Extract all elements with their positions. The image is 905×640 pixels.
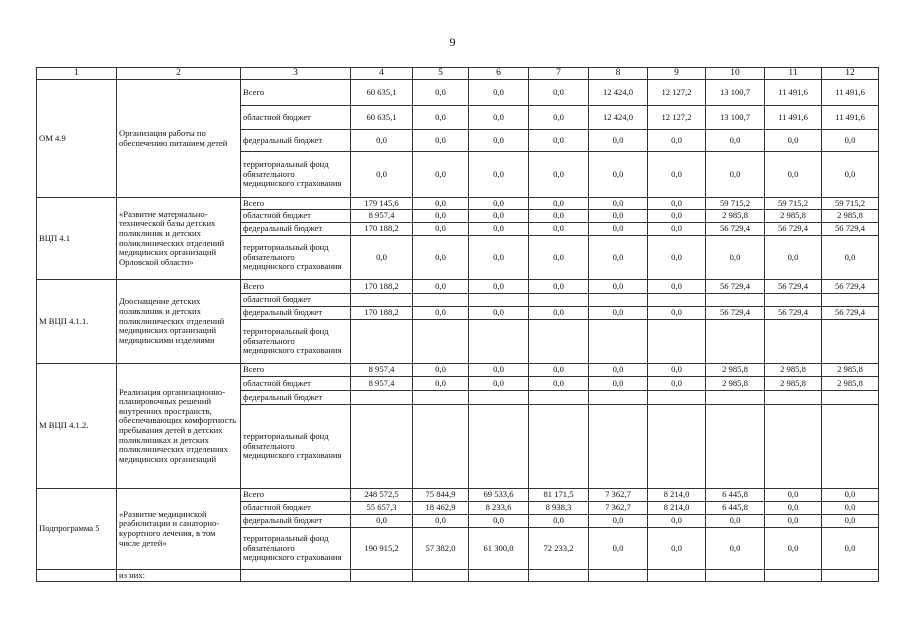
- amount-cell: 0,0: [822, 152, 879, 198]
- amount-cell: [706, 294, 765, 307]
- amount-cell: 0,0: [351, 515, 413, 528]
- funding-source: Всего: [241, 280, 351, 294]
- subitems-label: из них:: [117, 570, 241, 582]
- amount-cell: 0,0: [706, 130, 765, 152]
- table-row: [37, 364, 879, 377]
- funding-source: областной бюджет: [241, 294, 351, 307]
- column-header: 7: [529, 68, 589, 80]
- amount-cell: 0,0: [648, 152, 706, 198]
- amount-cell: 0,0: [351, 152, 413, 198]
- amount-cell: [765, 294, 822, 307]
- amount-cell: 2 985,8: [706, 377, 765, 391]
- amount-cell: 11 491,6: [765, 106, 822, 130]
- amount-cell: 2 985,8: [706, 364, 765, 377]
- amount-cell: 18 462,9: [413, 502, 469, 515]
- amount-cell: [765, 405, 822, 489]
- amount-cell: [706, 320, 765, 364]
- program-code: М ВЦП 4.1.1.: [37, 280, 117, 364]
- amount-cell: [241, 570, 351, 582]
- amount-cell: 56 729,4: [822, 307, 879, 320]
- amount-cell: 0,0: [648, 307, 706, 320]
- amount-cell: 0,0: [469, 307, 529, 320]
- program-code: М ВЦП 4.1.2.: [37, 364, 117, 489]
- amount-cell: [529, 391, 589, 405]
- amount-cell: [529, 294, 589, 307]
- amount-cell: [589, 320, 648, 364]
- amount-cell: 0,0: [648, 364, 706, 377]
- amount-cell: 11 491,6: [822, 106, 879, 130]
- amount-cell: 0,0: [648, 210, 706, 223]
- amount-cell: 0,0: [589, 307, 648, 320]
- funding-source: территориальный фонд обязательного медицинского страхования: [241, 236, 351, 280]
- amount-cell: 0,0: [413, 80, 469, 106]
- amount-cell: 0,0: [529, 106, 589, 130]
- amount-cell: [413, 320, 469, 364]
- amount-cell: 0,0: [469, 223, 529, 236]
- amount-cell: 2 985,8: [706, 210, 765, 223]
- amount-cell: [589, 405, 648, 489]
- amount-cell: 8 938,3: [529, 502, 589, 515]
- funding-source: территориальный фонд обязательного медицинского страхования: [241, 320, 351, 364]
- amount-cell: 0,0: [469, 130, 529, 152]
- amount-cell: 0,0: [529, 152, 589, 198]
- amount-cell: [351, 294, 413, 307]
- amount-cell: 2 985,8: [822, 377, 879, 391]
- amount-cell: 0,0: [529, 515, 589, 528]
- amount-cell: 248 572,5: [351, 489, 413, 502]
- funding-source: Всего: [241, 364, 351, 377]
- funding-source: федеральный бюджет: [241, 130, 351, 152]
- amount-cell: 60 635,1: [351, 106, 413, 130]
- amount-cell: [765, 570, 822, 582]
- amount-cell: 56 729,4: [765, 223, 822, 236]
- table-row: [37, 489, 879, 502]
- funding-source: федеральный бюджет: [241, 307, 351, 320]
- amount-cell: 0,0: [529, 80, 589, 106]
- amount-cell: 0,0: [706, 515, 765, 528]
- funding-source: федеральный бюджет: [241, 391, 351, 405]
- amount-cell: 0,0: [469, 152, 529, 198]
- amount-cell: 2 985,8: [822, 364, 879, 377]
- funding-source: областной бюджет: [241, 210, 351, 223]
- amount-cell: 0,0: [351, 236, 413, 280]
- amount-cell: [469, 391, 529, 405]
- amount-cell: [648, 405, 706, 489]
- amount-cell: 61 300,0: [469, 528, 529, 570]
- amount-cell: 0,0: [706, 236, 765, 280]
- amount-cell: 0,0: [589, 528, 648, 570]
- amount-cell: 81 171,5: [529, 489, 589, 502]
- amount-cell: [706, 570, 765, 582]
- amount-cell: 0,0: [469, 236, 529, 280]
- amount-cell: 2 985,8: [765, 364, 822, 377]
- column-header: 2: [117, 68, 241, 80]
- amount-cell: 12 127,2: [648, 80, 706, 106]
- amount-cell: 0,0: [765, 502, 822, 515]
- amount-cell: 0,0: [351, 130, 413, 152]
- amount-cell: [469, 405, 529, 489]
- amount-cell: 170 188,2: [351, 280, 413, 294]
- amount-cell: 0,0: [706, 528, 765, 570]
- program-code: Подпрограмма 5: [37, 489, 117, 570]
- amount-cell: 0,0: [529, 364, 589, 377]
- amount-cell: 0,0: [589, 198, 648, 210]
- funding-source: федеральный бюджет: [241, 223, 351, 236]
- amount-cell: 179 145,6: [351, 198, 413, 210]
- column-header: 9: [648, 68, 706, 80]
- column-header: 1: [37, 68, 117, 80]
- amount-cell: 0,0: [529, 198, 589, 210]
- amount-cell: 8 957,4: [351, 364, 413, 377]
- table-row: [37, 570, 879, 582]
- page-number: 9: [449, 35, 456, 49]
- column-header: 6: [469, 68, 529, 80]
- amount-cell: 56 729,4: [706, 223, 765, 236]
- amount-cell: 8 233,6: [469, 502, 529, 515]
- amount-cell: 0,0: [589, 223, 648, 236]
- amount-cell: 8 957,4: [351, 210, 413, 223]
- amount-cell: 56 729,4: [765, 307, 822, 320]
- amount-cell: 0,0: [765, 130, 822, 152]
- amount-cell: 56 729,4: [765, 280, 822, 294]
- amount-cell: [822, 320, 879, 364]
- amount-cell: [765, 320, 822, 364]
- amount-cell: 0,0: [822, 515, 879, 528]
- amount-cell: 0,0: [469, 364, 529, 377]
- amount-cell: 0,0: [529, 210, 589, 223]
- amount-cell: 0,0: [589, 515, 648, 528]
- amount-cell: 0,0: [469, 80, 529, 106]
- amount-cell: 60 635,1: [351, 80, 413, 106]
- amount-cell: 0,0: [589, 364, 648, 377]
- amount-cell: [469, 570, 529, 582]
- amount-cell: 0,0: [469, 280, 529, 294]
- amount-cell: 0,0: [413, 198, 469, 210]
- amount-cell: 56 729,4: [706, 280, 765, 294]
- amount-cell: 0,0: [822, 236, 879, 280]
- amount-cell: 56 729,4: [706, 307, 765, 320]
- amount-cell: 0,0: [469, 210, 529, 223]
- amount-cell: 0,0: [589, 210, 648, 223]
- amount-cell: [351, 405, 413, 489]
- amount-cell: [589, 391, 648, 405]
- amount-cell: 2 985,8: [822, 210, 879, 223]
- amount-cell: [469, 294, 529, 307]
- program-name: Организация работы по обеспечению питанием детей: [117, 80, 241, 198]
- amount-cell: 0,0: [765, 515, 822, 528]
- amount-cell: 56 729,4: [822, 280, 879, 294]
- funding-source: территориальный фонд обязательного медицинского страхования: [241, 528, 351, 570]
- amount-cell: [648, 391, 706, 405]
- amount-cell: [765, 391, 822, 405]
- amount-cell: 190 915,2: [351, 528, 413, 570]
- amount-cell: [648, 294, 706, 307]
- amount-cell: [589, 294, 648, 307]
- amount-cell: 0,0: [469, 106, 529, 130]
- amount-cell: 2 985,8: [765, 377, 822, 391]
- amount-cell: 0,0: [648, 236, 706, 280]
- amount-cell: 0,0: [706, 152, 765, 198]
- amount-cell: 59 715,2: [822, 198, 879, 210]
- funding-source: территориальный фонд обязательного медицинского страхования: [241, 152, 351, 198]
- amount-cell: [469, 320, 529, 364]
- amount-cell: 0,0: [589, 130, 648, 152]
- funding-source: территориальный фонд обязательного медицинского страхования: [241, 405, 351, 489]
- column-header: 12: [822, 68, 879, 80]
- amount-cell: 0,0: [589, 280, 648, 294]
- amount-cell: 75 844,9: [413, 489, 469, 502]
- amount-cell: 0,0: [469, 515, 529, 528]
- amount-cell: 0,0: [648, 515, 706, 528]
- amount-cell: 0,0: [413, 364, 469, 377]
- amount-cell: [413, 405, 469, 489]
- amount-cell: 0,0: [822, 489, 879, 502]
- table-row: [37, 280, 879, 294]
- amount-cell: 170 188,2: [351, 307, 413, 320]
- column-header: 8: [589, 68, 648, 80]
- amount-cell: 8 957,4: [351, 377, 413, 391]
- amount-cell: 0,0: [765, 489, 822, 502]
- amount-cell: 12 127,2: [648, 106, 706, 130]
- amount-cell: 0,0: [648, 528, 706, 570]
- amount-cell: 0,0: [469, 377, 529, 391]
- amount-cell: 0,0: [648, 377, 706, 391]
- amount-cell: 0,0: [469, 198, 529, 210]
- column-header: 11: [765, 68, 822, 80]
- amount-cell: [413, 391, 469, 405]
- amount-cell: 0,0: [648, 198, 706, 210]
- amount-cell: 0,0: [822, 528, 879, 570]
- amount-cell: 0,0: [765, 528, 822, 570]
- amount-cell: [529, 405, 589, 489]
- amount-cell: 0,0: [648, 130, 706, 152]
- amount-cell: 0,0: [413, 210, 469, 223]
- amount-cell: [351, 391, 413, 405]
- amount-cell: 0,0: [529, 130, 589, 152]
- amount-cell: 12 424,0: [589, 80, 648, 106]
- program-name: Дооснащение детских поликлиник и детских поликлинических отделений медицинских организаций медицинскими изделиями: [117, 280, 241, 364]
- amount-cell: [351, 570, 413, 582]
- amount-cell: [706, 391, 765, 405]
- amount-cell: 0,0: [413, 106, 469, 130]
- amount-cell: 8 214,0: [648, 489, 706, 502]
- amount-cell: 0,0: [413, 377, 469, 391]
- amount-cell: 0,0: [529, 280, 589, 294]
- amount-cell: 69 533,6: [469, 489, 529, 502]
- amount-cell: [413, 294, 469, 307]
- amount-cell: 0,0: [529, 223, 589, 236]
- amount-cell: [706, 405, 765, 489]
- table-row: [37, 80, 879, 106]
- amount-cell: [589, 570, 648, 582]
- amount-cell: 7 362,7: [589, 489, 648, 502]
- amount-cell: [822, 294, 879, 307]
- amount-cell: 0,0: [822, 502, 879, 515]
- column-header: 4: [351, 68, 413, 80]
- budget-table: [36, 67, 879, 582]
- amount-cell: [413, 570, 469, 582]
- amount-cell: [648, 570, 706, 582]
- funding-source: Всего: [241, 489, 351, 502]
- amount-cell: 0,0: [529, 377, 589, 391]
- amount-cell: 170 188,2: [351, 223, 413, 236]
- amount-cell: 11 491,6: [765, 80, 822, 106]
- program-code: [37, 570, 117, 582]
- amount-cell: 0,0: [413, 130, 469, 152]
- funding-source: Всего: [241, 198, 351, 210]
- amount-cell: 59 715,2: [765, 198, 822, 210]
- amount-cell: 0,0: [589, 152, 648, 198]
- amount-cell: 0,0: [529, 236, 589, 280]
- amount-cell: [351, 320, 413, 364]
- funding-source: областной бюджет: [241, 106, 351, 130]
- amount-cell: 8 214,0: [648, 502, 706, 515]
- amount-cell: 55 657,3: [351, 502, 413, 515]
- funding-source: областной бюджет: [241, 377, 351, 391]
- program-name: Реализация организационно-планировочных решений внутренних пространств, обеспечивающих комфортность пребывания детей в детских поликлиниках и детских поликлинических отделениях медицинских организаций: [117, 364, 241, 489]
- program-name: «Развитие медицинской реабилитации и санаторно-курортного лечения, в том числе детей»: [117, 489, 241, 570]
- amount-cell: 72 233,2: [529, 528, 589, 570]
- amount-cell: 0,0: [765, 236, 822, 280]
- amount-cell: 0,0: [413, 515, 469, 528]
- column-header: 10: [706, 68, 765, 80]
- amount-cell: 12 424,0: [589, 106, 648, 130]
- amount-cell: 7 362,7: [589, 502, 648, 515]
- program-code: ОМ 4.9: [37, 80, 117, 198]
- amount-cell: 6 445,8: [706, 489, 765, 502]
- amount-cell: 0,0: [589, 236, 648, 280]
- amount-cell: 0,0: [413, 236, 469, 280]
- amount-cell: 56 729,4: [822, 223, 879, 236]
- amount-cell: [529, 320, 589, 364]
- funding-source: областной бюджет: [241, 502, 351, 515]
- amount-cell: 0,0: [529, 307, 589, 320]
- amount-cell: 0,0: [648, 280, 706, 294]
- program-code: ВЦП 4.1: [37, 198, 117, 280]
- amount-cell: 0,0: [413, 223, 469, 236]
- amount-cell: 0,0: [822, 130, 879, 152]
- column-header: 5: [413, 68, 469, 80]
- funding-source: Всего: [241, 80, 351, 106]
- amount-cell: 6 445,8: [706, 502, 765, 515]
- amount-cell: 57 382,0: [413, 528, 469, 570]
- amount-cell: 0,0: [765, 152, 822, 198]
- amount-cell: 59 715,2: [706, 198, 765, 210]
- amount-cell: [822, 570, 879, 582]
- amount-cell: 0,0: [413, 280, 469, 294]
- amount-cell: 13 100,7: [706, 80, 765, 106]
- amount-cell: 0,0: [413, 307, 469, 320]
- amount-cell: [822, 405, 879, 489]
- amount-cell: [822, 391, 879, 405]
- amount-cell: 2 985,8: [765, 210, 822, 223]
- amount-cell: 0,0: [589, 377, 648, 391]
- program-name: «Развитие материально-технической базы детских поликлиник и детских поликлинических отделений медицинских организаций Орловской области»: [117, 198, 241, 280]
- column-header: 3: [241, 68, 351, 80]
- header-row: [37, 68, 879, 80]
- amount-cell: 0,0: [413, 152, 469, 198]
- amount-cell: [648, 320, 706, 364]
- amount-cell: 11 491,6: [822, 80, 879, 106]
- amount-cell: 0,0: [648, 223, 706, 236]
- table-row: [37, 198, 879, 210]
- funding-source: федеральный бюджет: [241, 515, 351, 528]
- amount-cell: 13 100,7: [706, 106, 765, 130]
- amount-cell: [529, 570, 589, 582]
